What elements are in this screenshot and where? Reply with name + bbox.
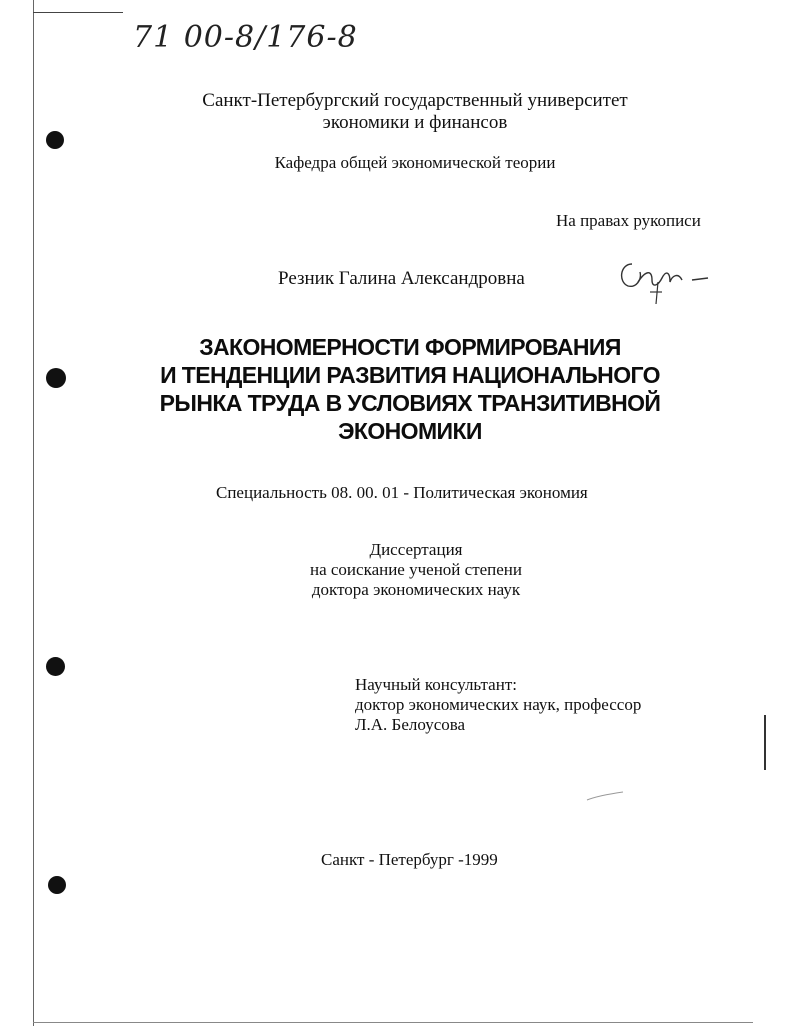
author-name: Резник Галина Александровна <box>278 268 525 289</box>
scan-margin-line <box>33 0 34 1026</box>
title-line-1: ЗАКОНОМЕРНОСТИ ФОРМИРОВАНИЯ <box>199 334 621 360</box>
dissertation-title <box>130 333 690 445</box>
city-year: Санкт - Петербург -1999 <box>321 850 498 869</box>
advisor-degree: доктор экономических наук, профессор <box>355 695 642 714</box>
author-signature <box>612 252 722 312</box>
scan-bottom-line <box>33 1022 753 1023</box>
degree-name: доктора экономических наук <box>311 580 521 599</box>
punch-hole-3 <box>46 657 65 676</box>
title-line-2: И ТЕНДЕНЦИИ РАЗВИТИЯ НАЦИОНАЛЬНОГО <box>160 362 660 388</box>
advisor-label: Научный консультант: <box>355 675 517 694</box>
specialty: Специальность 08. 00. 01 - Политическая экономия <box>216 483 588 502</box>
advisor-name: Л.А. Белоусова <box>355 715 466 734</box>
title-line-3: РЫНКА ТРУДА В УСЛОВИЯХ ТРАНЗИТИВНОЙ <box>159 390 661 416</box>
punch-hole-2 <box>46 368 66 388</box>
dissertation-label: Диссертация <box>369 540 463 559</box>
degree-line: на соискание ученой степени <box>309 560 523 579</box>
advisor-block <box>355 675 715 735</box>
rights-notice: На правах рукописи <box>556 211 701 230</box>
department-name: Кафедра общей экономической теории <box>274 153 556 172</box>
punch-hole-1 <box>46 131 64 149</box>
pencil-stroke <box>585 788 625 804</box>
scan-right-mark <box>764 715 766 770</box>
university-name-line2: экономики и финансов <box>322 112 508 133</box>
dissertation-block <box>296 540 536 600</box>
archive-number: 71 00-8/176-8 <box>133 20 358 55</box>
scan-top-line <box>33 12 123 13</box>
punch-hole-4 <box>48 876 66 894</box>
university-name-line1: Санкт-Петербургский государственный университет <box>202 90 628 111</box>
title-line-4: ЭКОНОМИКИ <box>338 418 482 444</box>
